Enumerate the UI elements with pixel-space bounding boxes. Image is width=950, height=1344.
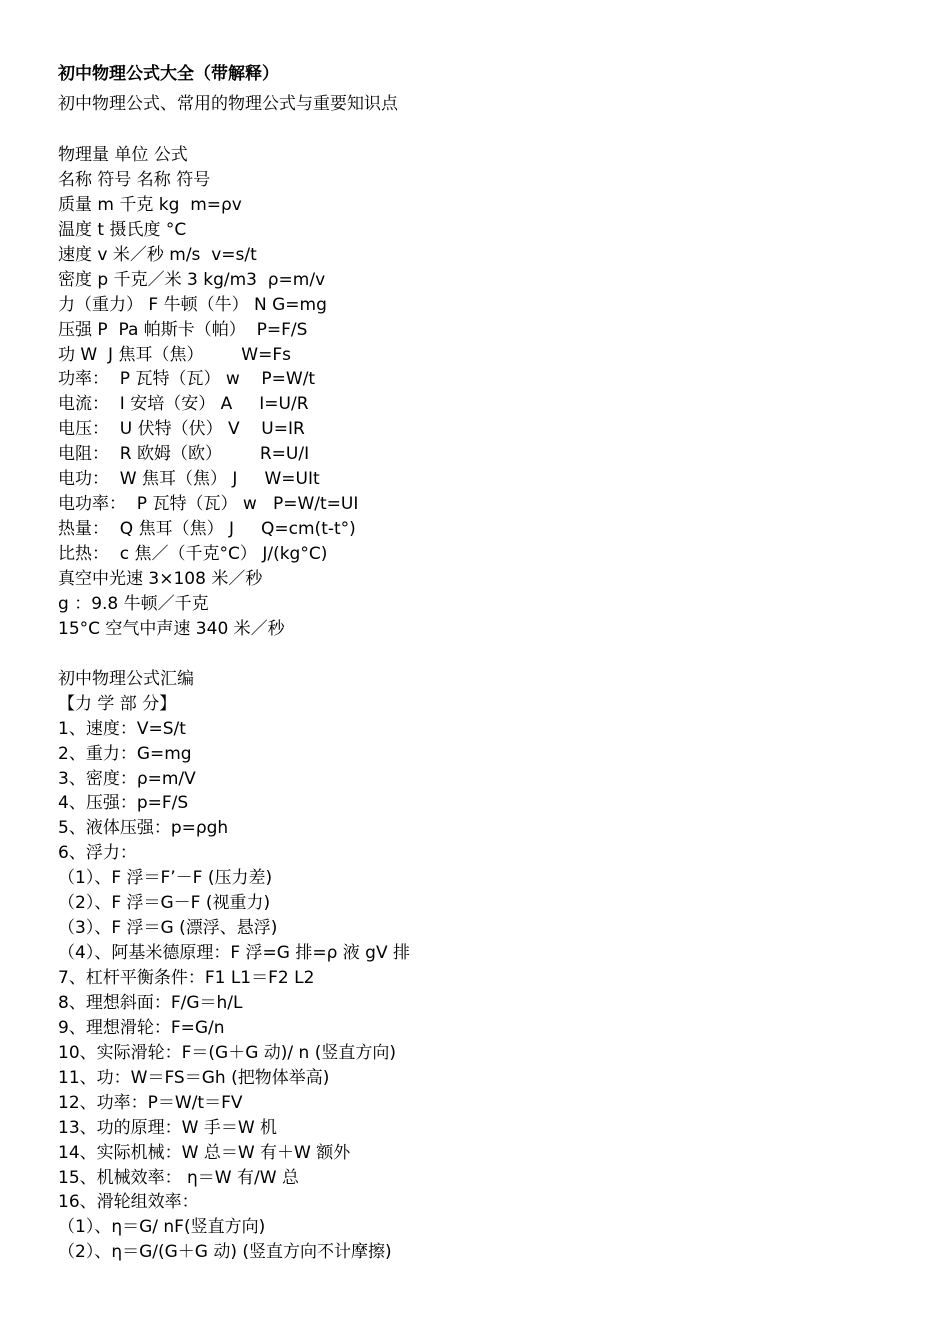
formula-line: 4、压强：p=F/S [58, 793, 189, 814]
formula-line: 9、理想滑轮：F=G/n [58, 1017, 225, 1038]
spacer [58, 118, 918, 143]
table-row: 电压： U 伏特（伏） V U=IR [58, 419, 305, 440]
formula-line: 5、液体压强：p=ρgh [58, 818, 229, 839]
formula-line: 8、理想斜面：F/G＝h/L [58, 992, 243, 1013]
formula-subline: （3）、F 浮＝G (漂浮、悬浮) [58, 918, 278, 939]
table-row: 温度 t 摄氏度 °C [58, 219, 187, 240]
formula-line: 16、滑轮组效率： [58, 1192, 199, 1213]
table-row: 力（重力） F 牛顿（牛） N G=mg [58, 294, 327, 315]
table-row: 功率： P 瓦特（瓦） w P=W/t [58, 369, 316, 390]
document-page [58, 60, 918, 1265]
formula-subline: （2）、η＝G/(G＋G 动) (竖直方向不计摩擦) [58, 1242, 392, 1263]
formula-line: 1、速度：V=S/t [58, 718, 186, 739]
formula-compilation-section [58, 667, 918, 1266]
subsection-heading: 【力 学 部 分】 [58, 693, 177, 714]
formula-line: 2、重力：G=mg [58, 743, 192, 764]
table-subheader-line: 名称 符号 名称 符号 [58, 169, 211, 190]
document-subtitle: 初中物理公式、常用的物理公式与重要知识点 [58, 94, 398, 114]
table-row: 电功： W 焦耳（焦） J W=UIt [58, 469, 320, 490]
section-heading: 初中物理公式汇编 [58, 668, 194, 689]
quantity-table-section [58, 143, 918, 642]
formula-subline: （2）、F 浮＝G－F (视重力) [58, 893, 271, 914]
formula-line: 3、密度：ρ=m/V [58, 768, 196, 789]
table-row: 比热： c 焦／（千克°C） J/(kg°C) [58, 544, 328, 564]
formula-line: 7、杠杆平衡条件：F1 L1＝F2 L2 [58, 968, 315, 988]
table-row: 功 W J 焦耳（焦） W=Fs [58, 344, 291, 365]
formula-subline: （1）、F 浮＝F’－F (压力差) [58, 868, 273, 889]
table-header-line: 物理量 单位 公式 [58, 145, 188, 165]
table-row: 电流： I 安培（安） A I=U/R [58, 394, 309, 415]
constant-line: g ：9.8 牛顿／千克 [58, 593, 209, 614]
spacer [58, 642, 918, 667]
formula-subline: （1）、η＝G/ nF(竖直方向) [58, 1217, 266, 1238]
table-row: 压强 P Pa 帕斯卡（帕） P=F/S [58, 319, 308, 340]
formula-line: 15、机械效率： η＝W 有/W 总 [58, 1167, 299, 1188]
table-row: 密度 p 千克／米 3 kg/m3 ρ=m/v [58, 269, 326, 290]
formula-subline: （4）、阿基米德原理：F 浮=G 排=ρ 液 gV 排 [58, 943, 410, 964]
table-row: 速度 v 米／秒 m/s v=s/t [58, 244, 257, 265]
formula-line: 13、功的原理：W 手＝W 机 [58, 1117, 278, 1138]
table-row: 质量 m 千克 kg m=ρv [58, 194, 242, 215]
document-title: 初中物理公式大全（带解释） [58, 64, 279, 84]
table-row: 电阻： R 欧姆（欧） R=U/I [58, 444, 310, 465]
formula-line: 10、实际滑轮：F＝(G＋G 动)/ n (竖直方向) [58, 1042, 396, 1063]
formula-line: 12、功率：P＝W/t＝FV [58, 1092, 243, 1113]
table-row: 热量： Q 焦耳（焦） J Q=cm(t-t°) [58, 519, 356, 540]
table-row: 电功率： P 瓦特（瓦） w P=W/t=UI [58, 494, 359, 515]
formula-line: 14、实际机械：W 总＝W 有＋W 额外 [58, 1142, 351, 1163]
constant-line: 15°C 空气中声速 340 米／秒 [58, 618, 285, 639]
constant-line: 真空中光速 3×108 米／秒 [58, 568, 263, 589]
formula-line: 6、浮力： [58, 843, 137, 864]
formula-line: 11、功：W＝FS＝Gh (把物体举高) [58, 1067, 330, 1088]
